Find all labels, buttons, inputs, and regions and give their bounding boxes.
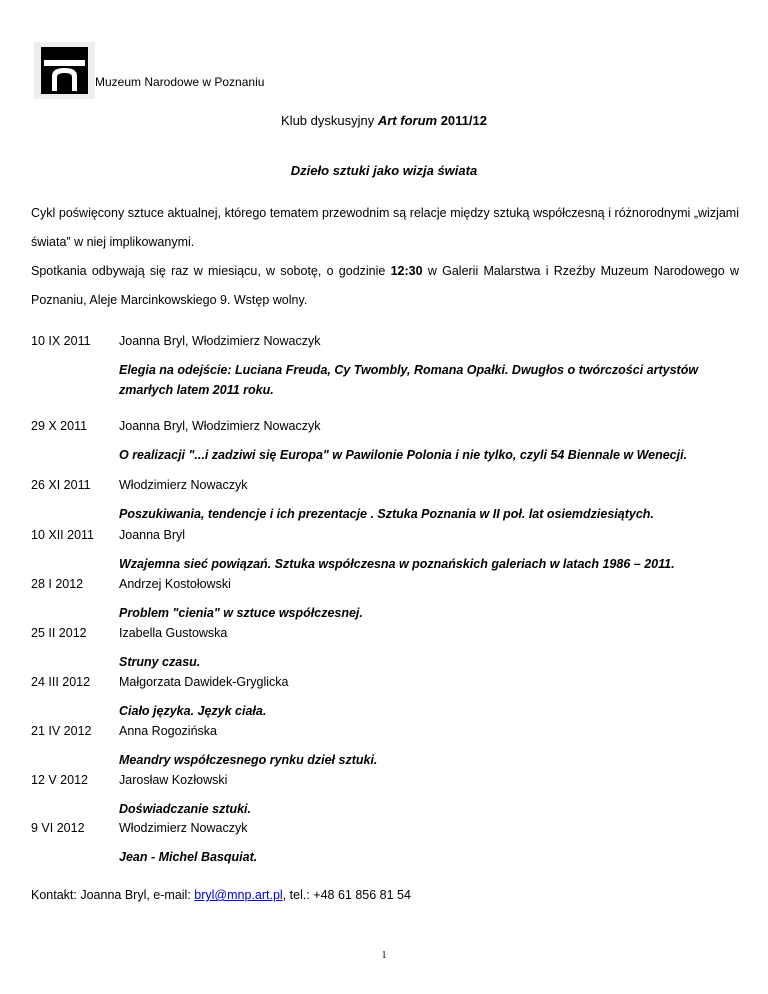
- event-item: [31, 528, 741, 577]
- event-topic: Wzajemna sieć powiązań. Sztuka współczesna w poznańskich galeriach w latach 1986 – 2011.: [119, 557, 675, 571]
- event-item: [31, 478, 741, 528]
- event-topic: Meandry współczesnego rynku dzieł sztuki.: [119, 753, 378, 767]
- event-item: [31, 821, 741, 869]
- event-speakers: Anna Rogozińska: [119, 724, 217, 738]
- event-speakers: Andrzej Kostołowski: [119, 577, 231, 591]
- event-topic: Doświadczanie sztuki.: [119, 802, 251, 816]
- event-date: 21 IV 2012: [31, 724, 92, 738]
- museum-building-logo-icon: [41, 47, 88, 94]
- event-item: [31, 773, 741, 821]
- events-list: [31, 334, 741, 869]
- event-item: [31, 724, 741, 773]
- meeting-time: 12:30: [390, 264, 423, 278]
- event-date: 29 X 2011: [31, 419, 88, 433]
- intro-text: [31, 199, 739, 315]
- event-date: 10 IX 2011: [31, 334, 91, 348]
- event-date: 10 XII 2011: [31, 528, 95, 542]
- event-date: 28 I 2012: [31, 577, 84, 591]
- page-number: 1: [381, 950, 387, 961]
- contact-email-link[interactable]: bryl@mnp.art.pl: [194, 888, 283, 902]
- event-speakers: Joanna Bryl, Włodzimierz Nowaczyk: [119, 419, 321, 433]
- intro-p2-before: Spotkania odbywają się raz w miesiącu, w sobotę, o godzinie: [31, 264, 386, 278]
- event-speakers: Joanna Bryl, Włodzimierz Nowaczyk: [119, 334, 321, 348]
- event-speakers: Małgorzata Dawidek-Gryglicka: [119, 675, 289, 689]
- event-topic: Struny czasu.: [119, 655, 201, 669]
- club-years: 2011/12: [440, 113, 487, 128]
- contact-phone: , tel.: +48 61 856 81 54: [282, 888, 411, 902]
- club-title: [0, 113, 768, 128]
- cycle-subtitle: Dzieło sztuki jako wizja świata: [290, 163, 478, 178]
- contact-prefix: Kontakt: Joanna Bryl, e-mail:: [31, 888, 191, 902]
- event-date: 24 III 2012: [31, 675, 91, 689]
- event-item: [31, 675, 741, 724]
- event-date: 12 V 2012: [31, 773, 88, 787]
- contact-line: [31, 888, 411, 902]
- event-item: [31, 626, 741, 675]
- museum-logo: [34, 42, 95, 99]
- event-topic: O realizacji "...i zadziwi się Europa" w Pawilonie Polonia i nie tylko, czyli 54 Biennale w Wenecji.: [119, 448, 688, 462]
- event-item: [31, 334, 741, 419]
- intro-p2-after: w Galerii Malarstwa i Rzeźby Muzeum Narodowego w Poznaniu, Aleje Marcinkowskiego 9. Wstęp wolny.: [31, 264, 739, 307]
- event-date: 26 XI 2011: [31, 478, 91, 492]
- event-date: 9 VI 2012: [31, 821, 85, 835]
- intro-p1: Cykl poświęcony sztuce aktualnej, którego tematem przewodnim są relacje między sztuką współczesną i różnorodnymi „wizjami świata” w niej implikowanymi.: [31, 206, 739, 249]
- club-name: Art forum: [377, 113, 438, 128]
- club-prefix: Klub dyskusyjny: [281, 113, 375, 128]
- event-topic: Jean - Michel Basquiat.: [119, 850, 258, 864]
- event-speakers: Joanna Bryl: [119, 528, 186, 542]
- event-topic: Ciało języka. Język ciała.: [119, 704, 267, 718]
- event-speakers: Włodzimierz Nowaczyk: [119, 478, 248, 492]
- event-speakers: Włodzimierz Nowaczyk: [119, 821, 248, 835]
- event-topic: Elegia na odejście: Luciana Freuda, Cy Twombly, Romana Opałki. Dwugłos o twórczości artystów zmarłych latem 2011 roku.: [119, 363, 699, 397]
- event-item: [31, 577, 741, 626]
- event-date: 25 II 2012: [31, 626, 87, 640]
- museum-name: Muzeum Narodowe w Poznaniu: [95, 75, 265, 89]
- event-item: [31, 419, 741, 478]
- event-speakers: Izabella Gustowska: [119, 626, 228, 640]
- event-speakers: Jarosław Kozłowski: [119, 773, 228, 787]
- event-topic: Poszukiwania, tendencje i ich prezentacje . Sztuka Poznania w II poł. lat osiemdziesiątych.: [119, 507, 654, 521]
- event-topic: Problem "cienia" w sztuce współczesnej.: [119, 606, 363, 620]
